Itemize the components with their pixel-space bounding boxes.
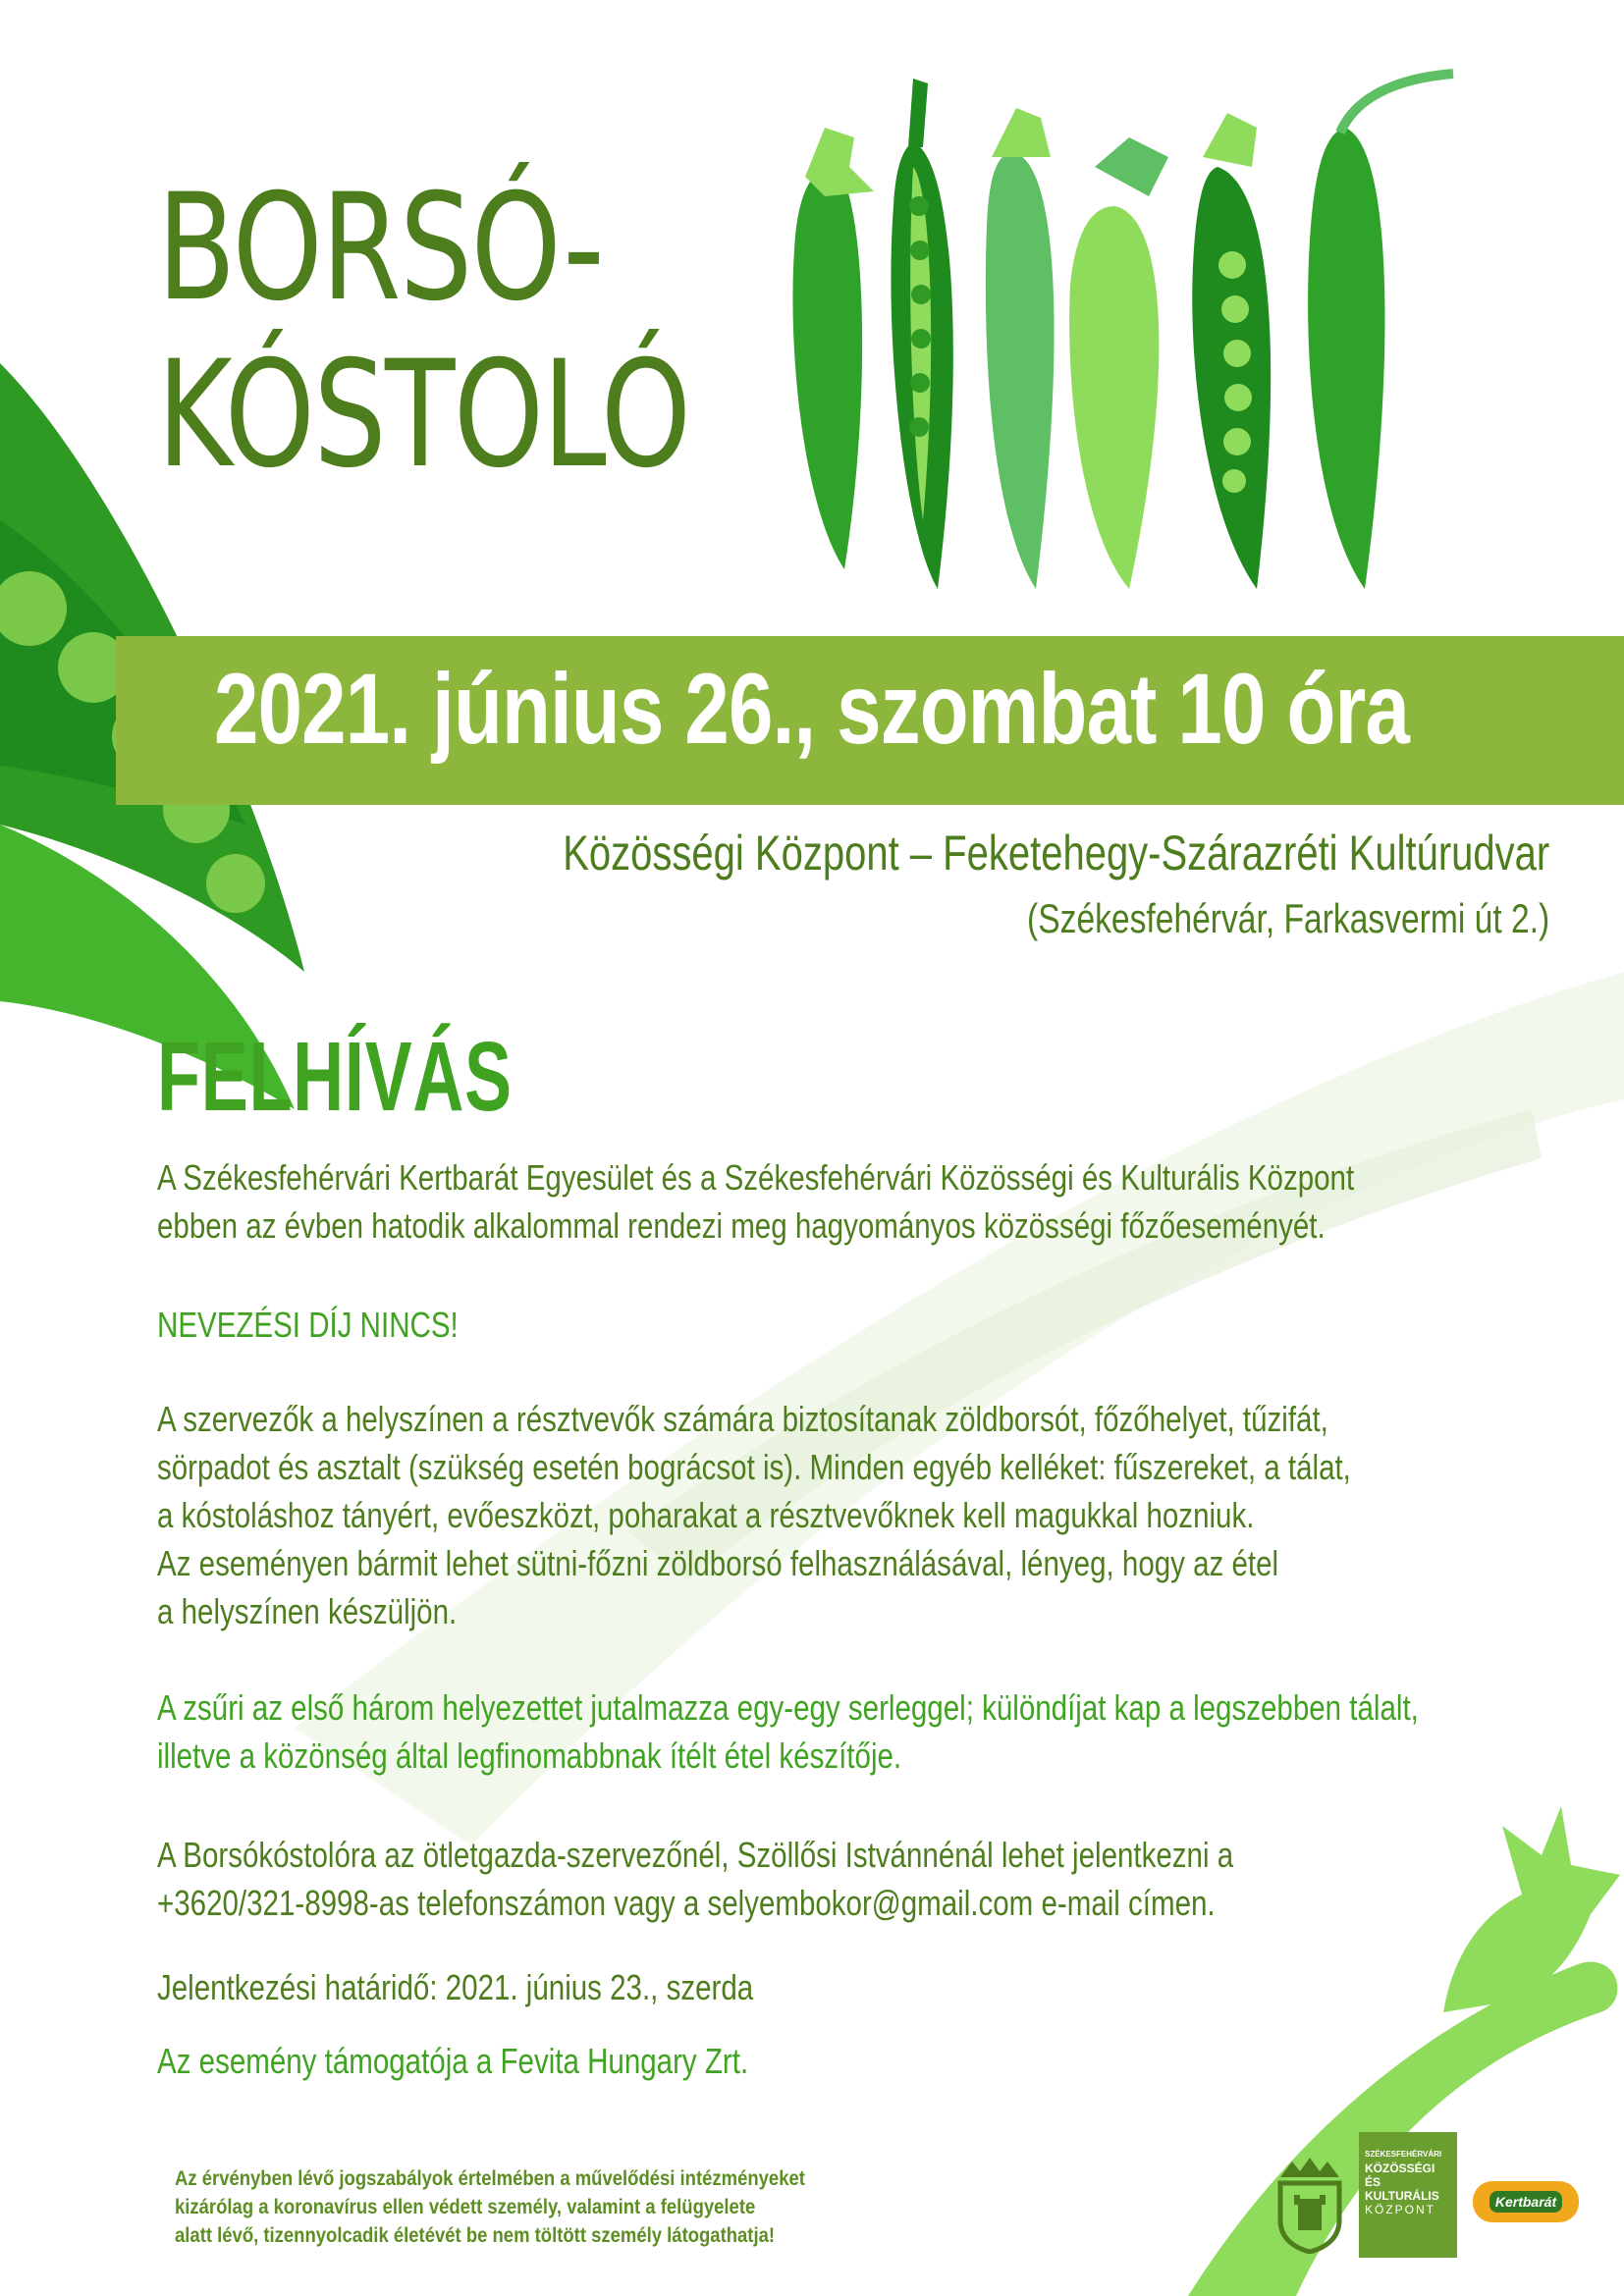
sponsor-note: Az esemény támogatója a Fevita Hungary Zrt. <box>157 2041 749 2081</box>
signup-paragraph <box>157 1831 1445 1927</box>
logo-text-line: ÉS KULTURÁLIS <box>1365 2175 1439 2203</box>
footer-note-line: kizárólag a koronavírus ellen védett személy, valamint a felügyelete <box>175 2196 756 2218</box>
logo-text-line: KÖZÖSSÉGI <box>1365 2162 1435 2175</box>
entry-fee-note: NEVEZÉSI DÍJ NINCS! <box>157 1305 459 1345</box>
title-line-1: BORSÓ- <box>157 163 604 334</box>
footer-note-line: Az érvényben lévő jogszabályok értelmében a művelődési intézményeket <box>175 2167 805 2190</box>
jury-paragraph <box>157 1683 1445 1780</box>
signup-line: +3620/321-8998-as telefonszámon vagy a selyembokor@gmail.com e-mail címen. <box>157 1883 1216 1923</box>
deadline-note: Jelentkezési határidő: 2021. június 23., szerda <box>157 1967 754 2007</box>
venue-address: (Székesfehérvár, Farkasvermi út 2.) <box>1026 895 1549 941</box>
kertbarat-logo-text: Kertbarát <box>1489 2191 1562 2213</box>
signup-line: A Borsókóstolóra az ötletgazda-szervezőnél, Szöllősi Istvánnénál lehet jelentkezni a <box>157 1835 1234 1875</box>
jury-line: illetve a közönség által legfinomabbnak ítélt étel készítője. <box>157 1735 902 1776</box>
intro-paragraph <box>157 1153 1445 1250</box>
pea-pods-illustration <box>766 59 1492 609</box>
rules-line: a kóstoláshoz tányért, evőeszközt, poharakat a résztvevőknek kell magukkal hozniuk. <box>157 1495 1255 1535</box>
rules-paragraph <box>157 1395 1445 1635</box>
community-center-logo <box>1359 2132 1457 2258</box>
jury-line: A zsűri az első három helyezettet jutalmazza egy-egy serleggel; különdíjat kap a legszebben tálalt, <box>157 1687 1419 1728</box>
call-heading: FELHÍVÁS <box>157 1022 513 1132</box>
logo-text-line: SZÉKESFEHÉRVÁRI <box>1365 2150 1442 2159</box>
rules-line: Az eseményen bármit lehet sütni-főzni zöldborsó felhasználásával, lényeg, hogy az étel <box>157 1543 1279 1583</box>
footer-note-line: alatt lévő, tizennyolcadik életévét be nem töltött személy látogathatja! <box>175 2224 776 2247</box>
rules-line: sörpadot és asztalt (szükség esetén bográcsot is). Minden egyéb kelléket: fűszereket, a tálat, <box>157 1447 1351 1487</box>
kertbarat-logo <box>1473 2181 1579 2222</box>
city-coat-of-arms-icon <box>1274 2156 1345 2254</box>
rules-line: A szervezők a helyszínen a résztvevők számára biztosítanak zöldborsót, főzőhelyet, tűzifát, <box>157 1399 1328 1439</box>
intro-line: ebben az évben hatodik alkalommal rendezi meg hagyományos közösségi főzőeseményét. <box>157 1205 1326 1246</box>
intro-line: A Székesfehérvári Kertbarát Egyesület és a Székesfehérvári Közösségi és Kulturális Központ <box>157 1157 1355 1198</box>
date-banner: 2021. június 26., szombat 10 óra <box>214 653 1410 765</box>
rules-line: a helyszínen készüljön. <box>157 1591 458 1631</box>
covid-footer-note <box>175 2164 952 2250</box>
logo-text-line: KÖZPONT <box>1365 2203 1436 2216</box>
venue-name: Közösségi Központ – Feketehegy-Szárazréti Kultúrudvar <box>563 826 1549 881</box>
title-line-2: KÓSTOLÓ <box>157 330 690 501</box>
